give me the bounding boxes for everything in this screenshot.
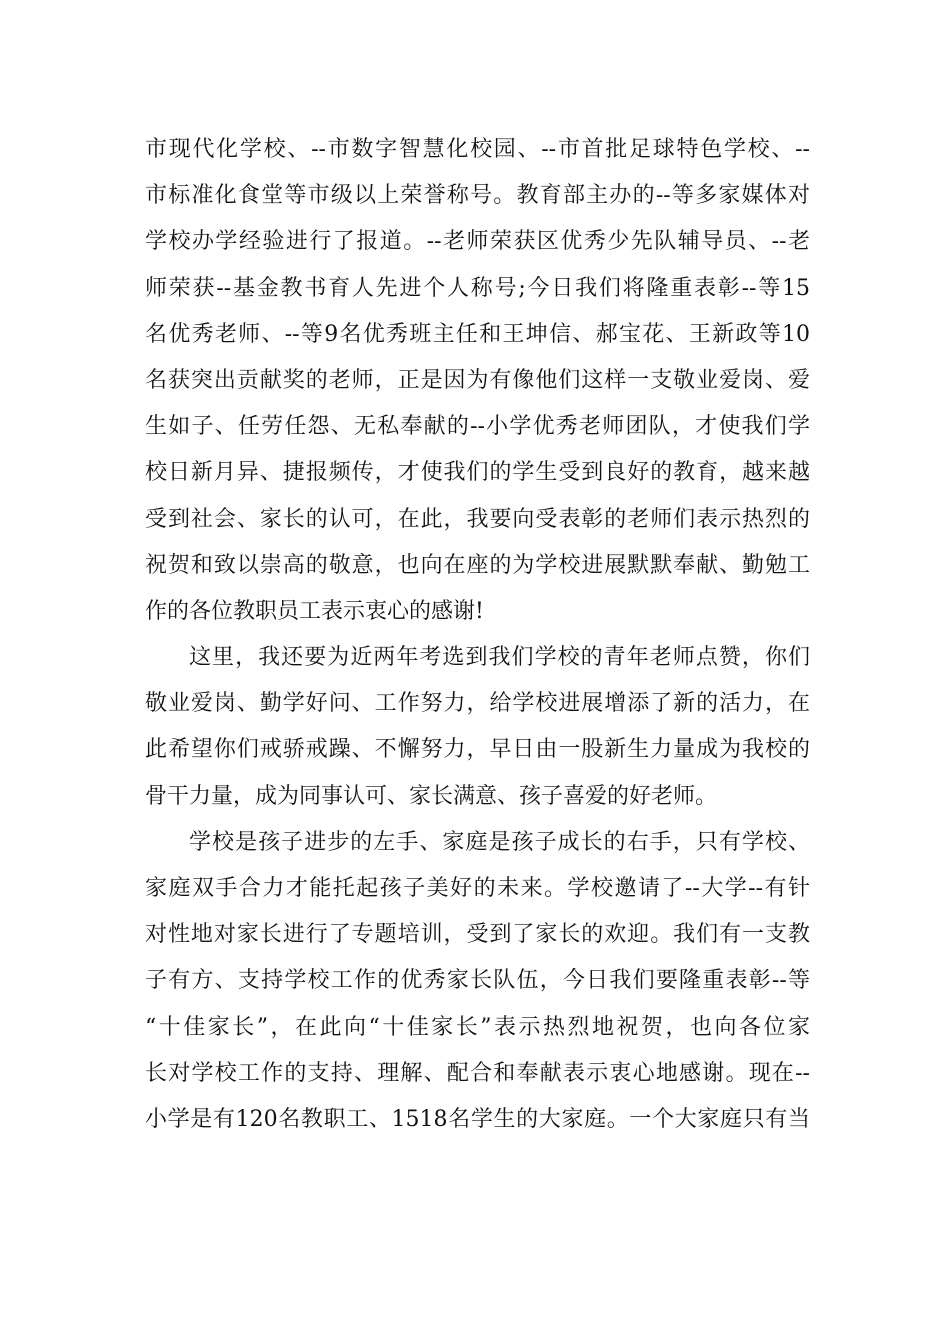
text-line: 师荣获--基金教书育人先进个人称号;今日我们将隆重表彰--等15 — [145, 275, 810, 301]
text-line: 受到社会、家长的认可，在此，我要向受表彰的老师们表示热烈的 — [145, 506, 810, 532]
text-line: 祝贺和致以崇高的敬意，也向在座的为学校进展默默奉献、勤勉工 — [145, 552, 810, 578]
text-line: 对性地对家长进行了专题培训，受到了家长的欢迎。我们有一支教 — [145, 922, 810, 948]
text-line: 此希望你们戒骄戒躁、不懈努力，早日由一股新生力量成为我校的 — [145, 737, 810, 763]
text-line: 家庭双手合力才能托起孩子美好的未来。学校邀请了--大学--有针 — [145, 876, 810, 901]
text-line: 小学是有120名教职工、1518名学生的大家庭。一个大家庭只有当 — [145, 1106, 810, 1132]
paragraph-first-line: 学校是孩子进步的左手、家庭是孩子成长的右手，只有学校、 — [189, 829, 810, 855]
text-line: 市现代化学校、--市数字智慧化校园、--市首批足球特色学校、-- — [145, 137, 810, 162]
text-line: 长对学校工作的支持、理解、配合和奉献表示衷心地感谢。现在-- — [145, 1060, 810, 1086]
text-line: 名优秀老师、--等9名优秀班主任和王坤信、郝宝花、王新政等10 — [145, 321, 810, 347]
text-line: 市标准化食堂等市级以上荣誉称号。教育部主办的--等多家媒体对 — [145, 183, 810, 209]
text-line: 名获突出贡献奖的老师，正是因为有像他们这样一支敬业爱岗、爱 — [145, 367, 810, 393]
text-line: 骨干力量，成为同事认可、家长满意、孩子喜爱的好老师。 — [145, 783, 718, 809]
text-line: 校日新月异、捷报频传，才使我们的学生受到良好的教育，越来越 — [145, 460, 810, 486]
text-line: 敬业爱岗、勤学好问、工作努力，给学校进展增添了新的活力，在 — [145, 691, 810, 717]
text-line: “十佳家长”，在此向“十佳家长”表示热烈地祝贺，也向各位家 — [145, 1014, 810, 1040]
paragraph-first-line: 这里，我还要为近两年考选到我们学校的青年老师点赞，你们 — [189, 645, 810, 671]
text-line: 学校办学经验进行了报道。--老师荣获区优秀少先队辅导员、--老 — [145, 229, 810, 255]
text-line: 作的各位教职员工表示衷心的感谢! — [145, 598, 484, 624]
text-line: 子有方、支持学校工作的优秀家长队伍，今日我们要隆重表彰--等 — [145, 968, 810, 994]
text-line: 生如子、任劳任怨、无私奉献的--小学优秀老师团队，才使我们学 — [145, 414, 810, 440]
document-body — [145, 127, 810, 1143]
